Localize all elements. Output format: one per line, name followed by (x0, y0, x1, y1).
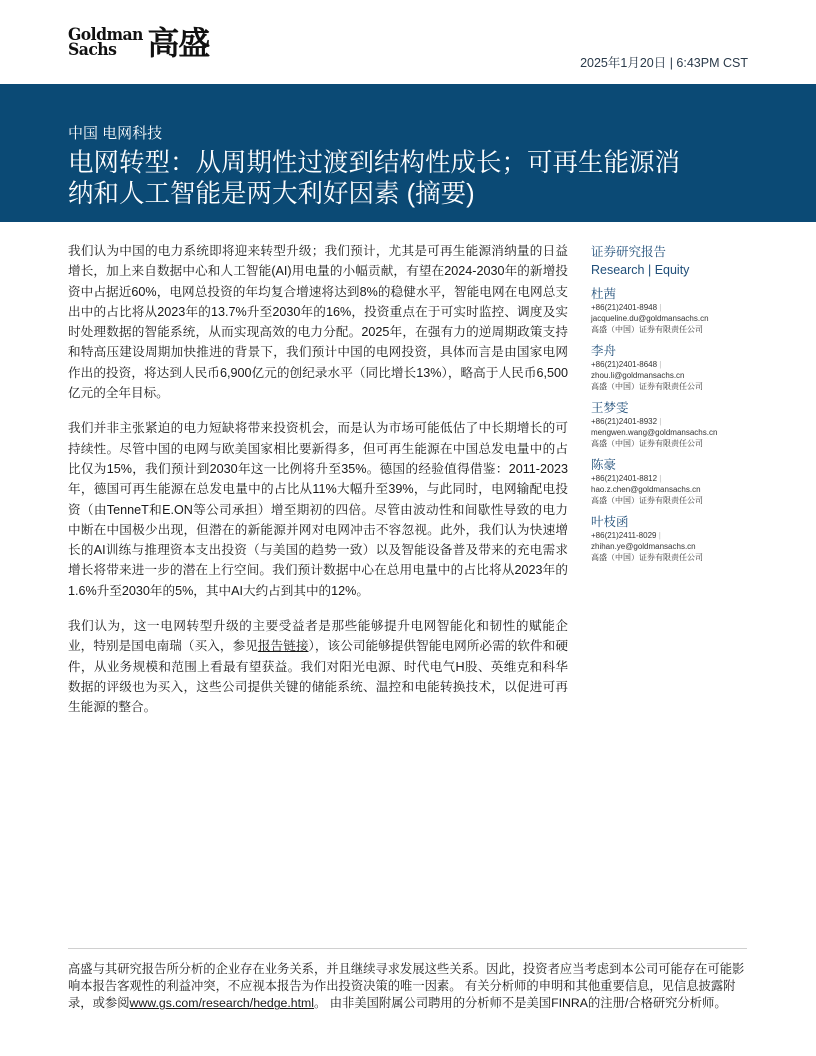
analyst-card (591, 457, 751, 506)
separator: | (659, 360, 662, 369)
phone-number: +86(21)2401-8812 (591, 474, 658, 483)
analyst-name: 王梦雯 (591, 401, 629, 415)
disclosure-footer (68, 961, 748, 1013)
phone-number: +86(21)2401-8932 (591, 417, 658, 426)
analyst-name: 李舟 (591, 344, 617, 358)
separator: | (659, 474, 662, 483)
logo-english (68, 25, 143, 60)
analyst-phone (591, 416, 751, 427)
analyst-entity: 高盛（中国）证券有限责任公司 (591, 325, 703, 334)
phone-number: +86(21)2401-8948 (591, 303, 658, 312)
disclosure-text-a: 高盛与其研究报告所分析的企业存在业务关系，并且继续寻求发展这些关系。因此，投资者应当考虑到本公司可能存在可能影响本报告客观性的利益冲突，不应视本报告为作出投资决策的唯一因素。 有关分析师的申明和其他重要信息，见信息披露附录，或参阅 (68, 962, 745, 1011)
paragraph-2: 我们并非主张紧迫的电力短缺将带来投资机会，而是认为市场可能低估了中长期增长的可持续性。尽管中国的电网与欧美国家相比要新得多，但可再生能源在中国总发电量中的占比仅为15%，我们预计到2030年这一比例将升至35%。德国的经验值得借鉴：2011-2023年，德国可再生能源在总发电量中的占比从11%大幅升至39%，与此同时，电网输配电投资（由TenneT和E.ON等公司承担）增至期初的四倍。尽管由波动性和间歇性导致的电力中断在中国极少出现，但潜在的新能源并网对电网冲击不容忽视。此外，我们认为快速增长的AI训练与推理资本支出投资（与美国的趋势一致）以及智能设备普及带来的充电需求增长将带来进一步的潜在上行空间。我们预计数据中心在总用电量中的占比将从2023年的1.6%升至2030年的5%，其中AI大约占到其中的12%。 (68, 421, 568, 598)
paragraph-3-text-a: 我们认为，这一电网转型升级的主要受益者是那些能够提升电网智能化和韧性的赋能企业，特别是国电南瑞（买入，参见 (68, 619, 568, 654)
analyst-email[interactable]: zhihan.ye@goldmansachs.cn (591, 542, 696, 551)
phone-number: +86(21)2411-8029 (591, 531, 657, 540)
report-title: 电网转型：从周期性过渡到结构性成长；可再生能源消纳和人工智能是两大利好因素 (摘要) (68, 149, 681, 208)
title-banner (0, 84, 816, 222)
paragraph-1: 我们认为中国的电力系统即将迎来转型升级；我们预计，尤其是可再生能源消纳量的日益增长，加上来自数据中心和人工智能(AI)用电量的小幅贡献，有望在2024-2030年的新增投资中占据近60%，电网总投资的年均复合增速将达到8%的稳健水平，智能电网在电网总支出中的占比将从2023年的13.7%升至2030年的16%，投资重点在于可实时监控、调度及实时处理数据的智能系统，从而实现高效的电力分配。2025年，在强有力的逆周期政策支持和特高压建设周期加快推进的背景下，我们预计中国的电网投资，具体而言是由国家电网作出的投资，将达到人民币6,900亿元的创纪录水平（同比增长13%），略高于人民币6,500亿元的全年目标。 (68, 244, 568, 401)
analyst-phone (591, 359, 751, 370)
analyst-name: 陈豪 (591, 458, 617, 472)
research-division: Research | Equity (591, 263, 690, 277)
analyst-entity: 高盛（中国）证券有限责任公司 (591, 496, 703, 505)
analyst-name: 叶枝函 (591, 515, 629, 529)
summary-body (68, 241, 568, 733)
paragraph-3 (68, 616, 568, 717)
analyst-phone (591, 302, 751, 313)
phone-number: +86(21)2401-8648 (591, 360, 658, 369)
analyst-entity: 高盛（中国）证券有限责任公司 (591, 439, 703, 448)
analyst-name: 杜茜 (591, 287, 617, 301)
analyst-card (591, 400, 751, 449)
separator: | (659, 303, 662, 312)
logo-line-2: Sachs (68, 40, 117, 60)
analyst-email[interactable]: mengwen.wang@goldmansachs.cn (591, 428, 718, 437)
footer-divider (68, 948, 747, 949)
analyst-card (591, 514, 751, 563)
logo-chinese: 高盛 (147, 24, 210, 62)
paragraph-3-text-b: ），该公司能够提供智能电网所必需的软件和硬件，从业务规模和范围上看最有望获益。我们对阳光电源、时代电气H股、英维克和科华数据的评级也为买入，这些公司提供关键的储能系统、温控和电能转换技术，以促进可再生能源的整合。 (68, 639, 569, 715)
separator: | (659, 417, 662, 426)
analyst-phone (591, 473, 751, 484)
disclosure-text-b: 。 由非美国附属公司聘用的分析师不是美国FINRA的注册/合格研究分析师。 (314, 996, 727, 1011)
sector-label: 中国 电网科技 (68, 125, 163, 142)
separator: | (658, 531, 661, 540)
sidebar-analysts (591, 243, 751, 571)
goldman-sachs-logo (68, 24, 210, 62)
analyst-email[interactable]: jacqueline.du@goldmansachs.cn (591, 314, 709, 323)
report-link[interactable]: 报告链接 (257, 639, 309, 654)
analyst-email[interactable]: hao.z.chen@goldmansachs.cn (591, 485, 701, 494)
analyst-entity: 高盛（中国）证券有限责任公司 (591, 553, 703, 562)
publication-dateline: 2025年1月20日 | 6:43PM CST (580, 56, 748, 70)
analyst-phone (591, 530, 751, 541)
analyst-email[interactable]: zhou.li@goldmansachs.cn (591, 371, 685, 380)
report-type: 证券研究报告 (591, 245, 667, 259)
logo-line-1: Goldman (68, 25, 143, 45)
analyst-entity: 高盛（中国）证券有限责任公司 (591, 382, 703, 391)
analyst-card (591, 286, 751, 335)
hedge-disclosure-link[interactable]: www.gs.com/research/hedge.html (129, 996, 315, 1011)
analyst-card (591, 343, 751, 392)
